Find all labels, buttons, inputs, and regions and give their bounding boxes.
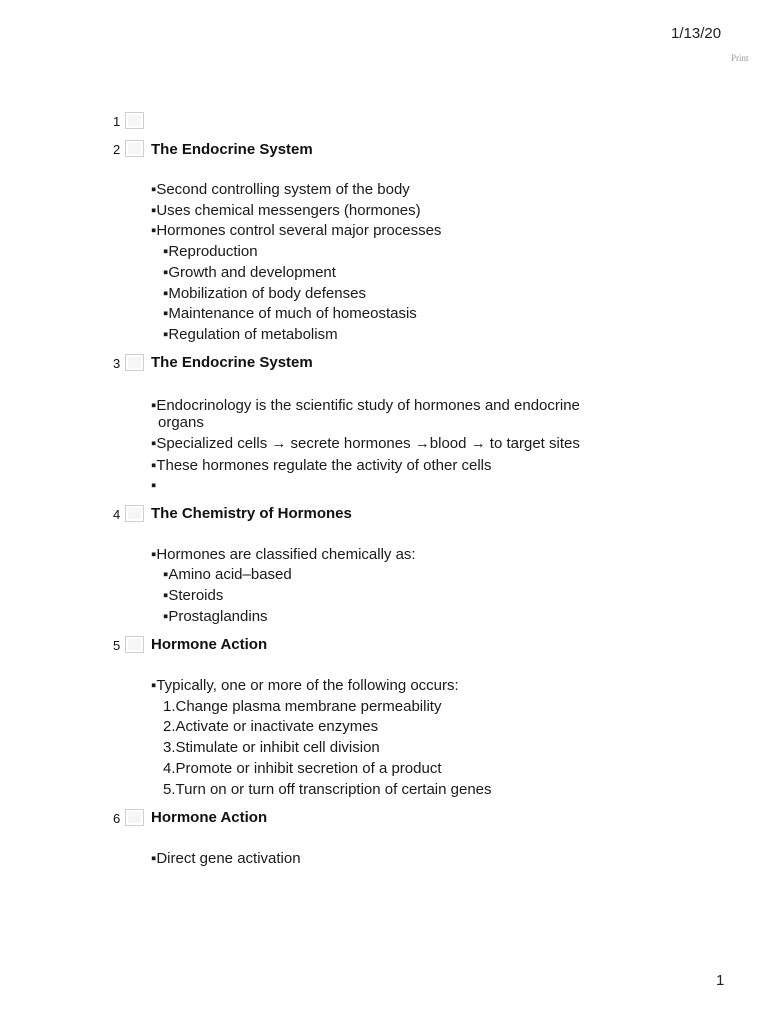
slide-title: Hormone Action (151, 636, 268, 653)
bullet-line: ▪Uses chemical messengers (hormones) (151, 202, 421, 219)
bullet-line: ▪Endocrinology is the scientific study of hormones and endocrine (151, 397, 580, 414)
sub-bullet-line: ▪Maintenance of much of homeostasis (163, 305, 417, 322)
bullet-line: ▪Second controlling system of the body (151, 181, 410, 198)
slide-thumbnail[interactable] (125, 354, 144, 371)
slide-title: The Endocrine System (151, 354, 313, 371)
slide-number: 3 (113, 356, 121, 371)
slide-thumbnail[interactable] (125, 505, 144, 522)
print-date: 1/13/20 (671, 25, 722, 42)
sub-bullet-line: ▪Reproduction (163, 243, 258, 260)
bullet-line: ▪Direct gene activation (151, 850, 301, 867)
numbered-line: 3.Stimulate or inhibit cell division (163, 739, 380, 756)
bullet-line: ▪Typically, one or more of the following occurs: (151, 677, 459, 694)
slide-thumbnail[interactable] (125, 809, 144, 826)
bullet-line: ▪Hormones control several major processes (151, 222, 442, 239)
slide-thumbnail[interactable] (125, 112, 144, 129)
slide-thumbnail[interactable] (125, 140, 144, 157)
slide-title: Hormone Action (151, 809, 268, 826)
sub-bullet-line: ▪Prostaglandins (163, 608, 268, 625)
slide-title: The Chemistry of Hormones (151, 505, 352, 522)
sub-bullet-line: ▪Mobilization of body defenses (163, 285, 366, 302)
bullet-line: ▪Specialized cells → secrete hormones →blood → to target sites (151, 435, 580, 452)
sub-bullet-line: ▪Growth and development (163, 264, 336, 281)
numbered-line: 4.Promote or inhibit secretion of a product (163, 760, 442, 777)
slide-title: The Endocrine System (151, 141, 313, 158)
numbered-line: 5.Turn on or turn off transcription of certain genes (163, 781, 492, 798)
sub-bullet-line: ▪Amino acid–based (163, 566, 292, 583)
page-number: 1 (716, 972, 725, 989)
slide-thumbnail[interactable] (125, 636, 144, 653)
bullet-continuation: organs (158, 414, 204, 431)
bullet-line: ▪These hormones regulate the activity of other cells (151, 457, 492, 474)
numbered-line: 2.Activate or inactivate enzymes (163, 718, 379, 735)
slide-number: 4 (113, 507, 121, 522)
numbered-line: 1.Change plasma membrane permeability (163, 698, 442, 715)
bullet-line: ▪Hormones are classified chemically as: (151, 546, 416, 563)
slide-number: 2 (113, 142, 121, 157)
bullet-line: ▪ (151, 477, 157, 494)
slide-number: 5 (113, 638, 121, 653)
print-label[interactable]: Print (731, 53, 749, 63)
slide-number: 6 (113, 811, 121, 826)
sub-bullet-line: ▪Regulation of metabolism (163, 326, 338, 343)
sub-bullet-line: ▪Steroids (163, 587, 224, 604)
slide-number: 1 (113, 114, 121, 129)
